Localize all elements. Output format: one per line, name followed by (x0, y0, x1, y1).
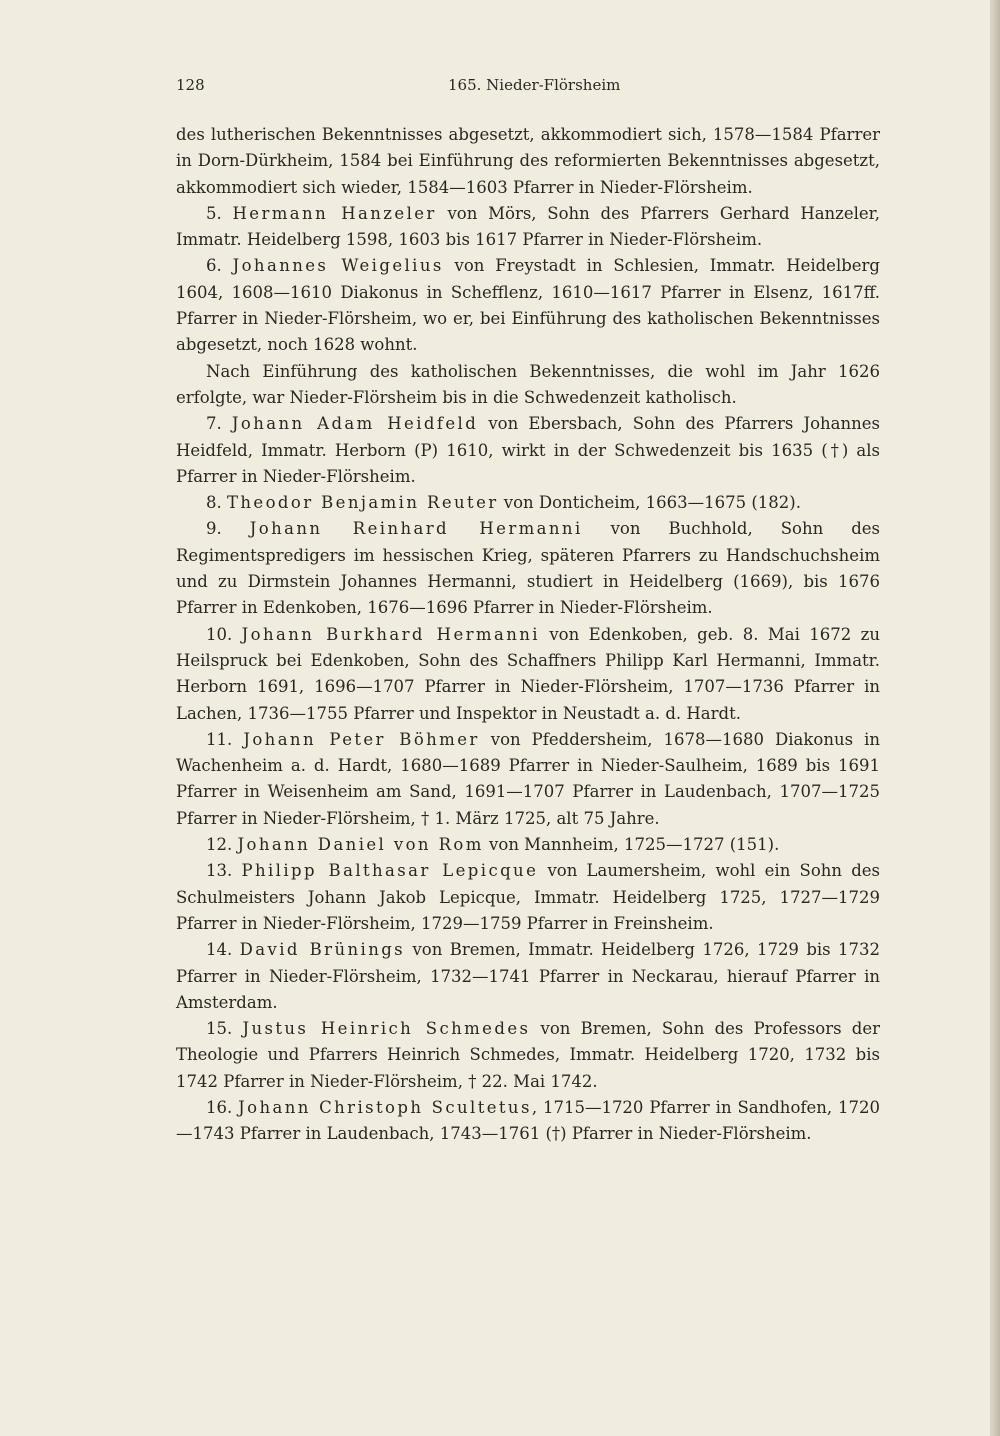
entry-10 (176, 622, 880, 727)
entry-number: 6. (206, 256, 222, 276)
entry-text: von Bremen, Sohn des Professors der Theologie und Pfarrers Heinrich Schmedes, Immatr. Heidelberg 1720, 1732 bis 1742 Pfarrer in Nieder-Flörsheim, † 22. Mai 1742. (176, 1019, 880, 1091)
entry-name: Johann Reinhard Hermanni (249, 519, 583, 539)
entry-12 (176, 832, 880, 858)
entry-name: Johann Daniel von Rom (237, 835, 484, 855)
entry-name: David Brünings (239, 940, 406, 960)
entry-name: Philipp Balthasar Lepicque (241, 861, 539, 881)
running-head (176, 76, 880, 102)
entry-11 (176, 727, 880, 832)
entry-5 (176, 201, 880, 254)
entry-7 (176, 411, 880, 490)
entry-name: Johann Christoph Scultetus (238, 1097, 532, 1117)
entry-14 (176, 937, 880, 1016)
entry-name: Hermann Hanzeler (232, 203, 437, 223)
entry-number: 11. (206, 729, 233, 749)
entry-name: Justus Heinrich Schmedes (242, 1019, 531, 1039)
entry-number: 7. (206, 414, 222, 434)
entry-number: 15. (206, 1019, 233, 1039)
entry-6 (176, 253, 880, 358)
entry-text: von Ebersbach, Sohn des Pfarrers Johannes Heidfeld, Immatr. Herborn (P) 1610, wirkt in der Schwedenzeit bis 1635 (†) als Pfarrer in Nieder-Flörsheim. (176, 414, 881, 486)
entry-15 (176, 1016, 880, 1095)
entry-name: Theodor Benjamin Reuter (227, 493, 499, 513)
entry-8 (176, 490, 880, 516)
entry-number: 13. (206, 861, 233, 881)
page-edge (990, 0, 1000, 1436)
entry-text: von Edenkoben, geb. 8. Mai 1672 zu Heilspruck bei Edenkoben, Sohn des Schaffners Philipp Karl Hermanni, Immatr. Herborn 1691, 1696—1707 Pfarrer in Nieder-Flörsheim, 1707—1736 Pfarrer in Lachen, 1736—1755 Pfarrer und Inspektor in Neustadt a. d. Hardt. (176, 624, 881, 723)
paragraph-note (176, 359, 880, 412)
entry-number: 16. (206, 1097, 233, 1117)
paragraph-continuation (176, 122, 880, 201)
entry-text: von Mörs, Sohn des Pfarrers Gerhard Hanzeler, Immatr. Heidelberg 1598, 1603 bis 1617 Pfarrer in Nieder-Flörsheim. (176, 203, 880, 250)
body-text (176, 122, 880, 1148)
entry-name: Johannes Weigelius (232, 256, 444, 276)
entry-number: 9. (206, 519, 222, 539)
paragraph-text: des lutherischen Bekenntnisses abgesetzt, akkommodiert sich, 1578—1584 Pfarrer in Dorn-Dürkheim, 1584 bei Einführung des reformierten Bekenntnisses abgesetzt, akkommodiert sich wieder, 1584—1603 Pfarrer in Nieder-Flörsheim. (176, 125, 880, 197)
entry-name: Johann Peter Böhmer (243, 729, 480, 749)
entry-number: 8. (206, 493, 222, 513)
entry-number: 5. (206, 203, 222, 223)
entry-text: von Bremen, Immatr. Heidelberg 1726, 1729 bis 1732 Pfarrer in Nieder-Flörsheim, 1732—1741 Pfarrer in Neckarau, hierauf Pfarrer in Amsterdam. (176, 940, 880, 1012)
entry-number: 12. (206, 835, 233, 855)
entry-number: 14. (206, 940, 233, 960)
paragraph-text: Nach Einführung des katholischen Bekenntnisses, die wohl im Jahr 1626 erfolgte, war Nieder-Flörsheim bis in die Schwedenzeit katholisch. (176, 361, 880, 407)
entry-text: von Buchhold, Sohn des Regimentspredigers im hessischen Krieg, späteren Pfarrers zu Handschuchsheim und zu Dirmstein Johannes Hermanni, studiert in Heidelberg (1669), bis 1676 Pfarrer in Edenkoben, 1676—1696 Pfarrer in Nieder-Flörsheim. (176, 519, 880, 618)
chapter-title: 165. Nieder-Flörsheim (448, 76, 621, 94)
entry-text: von Freystadt in Schlesien, Immatr. Heidelberg 1604, 1608—1610 Diakonus in Schefflenz, 1610—1617 Pfarrer in Elsenz, 1617ff. Pfarrer in Nieder-Flörsheim, wo er, bei Einführung des katholischen Bekenntnisses abgesetzt, noch 1628 wohnt. (176, 256, 880, 355)
entry-16 (176, 1095, 880, 1148)
entry-9 (176, 516, 880, 621)
entry-13 (176, 858, 880, 937)
entry-text: von Laumersheim, wohl ein Sohn des Schulmeisters Johann Jakob Lepicque, Immatr. Heidelberg 1725, 1727—1729 Pfarrer in Nieder-Flörsheim, 1729—1759 Pfarrer in Freinsheim. (176, 861, 881, 933)
entry-name: Johann Adam Heidfeld (231, 414, 479, 434)
entry-text: , 1715—1720 Pfarrer in Sandhofen, 1720—1743 Pfarrer in Laudenbach, 1743—1761 (†) Pfarrer in Nieder-Flörsheim. (176, 1097, 880, 1144)
entry-name: Johann Burkhard Hermanni (241, 624, 540, 644)
entry-text: von Donticheim, 1663—1675 (182). (498, 493, 801, 513)
page-number: 128 (176, 76, 205, 94)
entry-text: von Pfeddersheim, 1678—1680 Diakonus in Wachenheim a. d. Hardt, 1680—1689 Pfarrer in Nieder-Saulheim, 1689 bis 1691 Pfarrer in Weisenheim am Sand, 1691—1707 Pfarrer in Laudenbach, 1707—1725 Pfarrer in Nieder-Flörsheim, † 1. März 1725, alt 75 Jahre. (176, 729, 880, 828)
entry-text: von Mannheim, 1725—1727 (151). (483, 835, 780, 855)
entry-number: 10. (206, 624, 233, 644)
